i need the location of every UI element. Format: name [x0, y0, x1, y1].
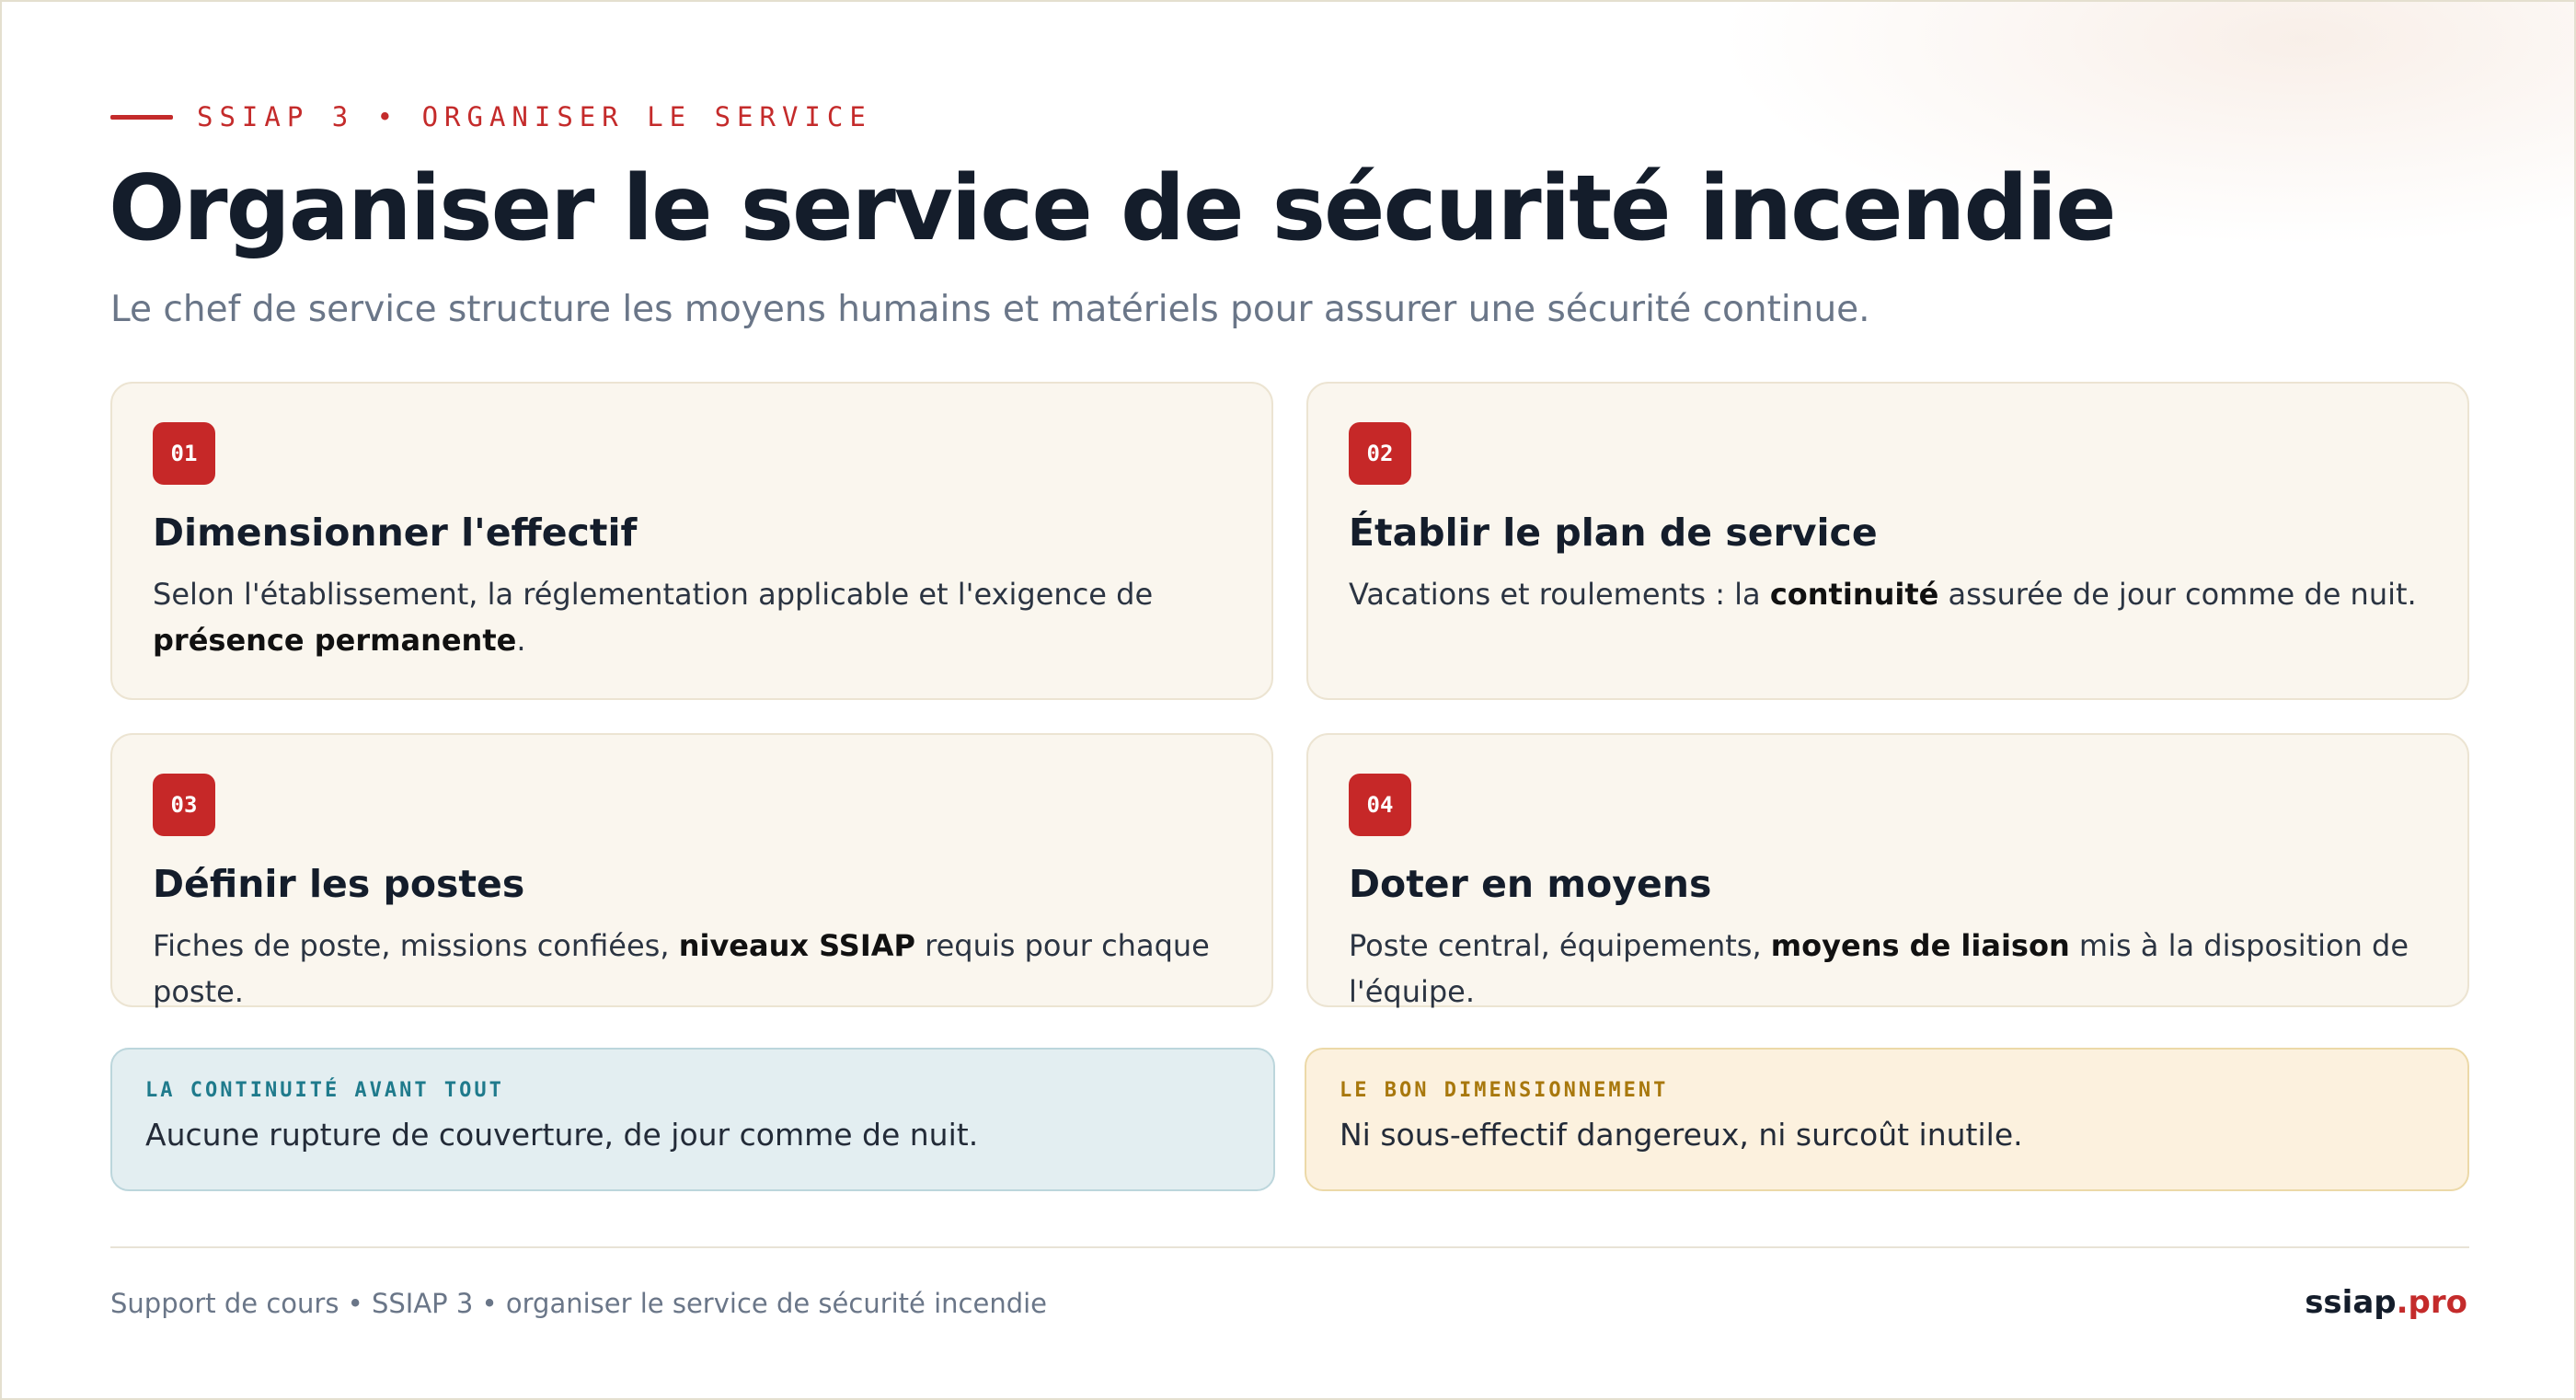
footer-divider [110, 1246, 2469, 1248]
note-label: LA CONTINUITÉ AVANT TOUT [145, 1079, 504, 1102]
card-title: Établir le plan de service [1349, 511, 1878, 555]
card-text-emphasis: continuité [1769, 577, 1939, 612]
card-doter-moyens [1306, 733, 2469, 1007]
card-text: Vacations et roulements : la continuité assurée de jour comme de nuit. [1349, 577, 2417, 612]
card-text: Selon l'établissement, la réglementation applicable et l'exigence de présence permanente. [153, 577, 1154, 658]
card-text: Fiches de poste, missions confiées, niveaux SSIAP requis pour chaque poste. [153, 928, 1210, 1009]
note-text: Ni sous-effectif dangereux, ni surcoût inutile. [1340, 1117, 2023, 1153]
card-text-emphasis: niveaux SSIAP [678, 928, 915, 963]
note-text: Aucune rupture de couverture, de jour comme de nuit. [145, 1117, 979, 1153]
card-definir-postes [110, 733, 1273, 1007]
card-title: Dimensionner l'effectif [153, 511, 638, 555]
page-title: Organiser le service de sécurité incendie [109, 156, 2115, 261]
card-title: Définir les postes [153, 862, 525, 906]
note-dimensionnement [1305, 1048, 2469, 1191]
card-number-badge: 04 [1349, 774, 1411, 836]
card-text: Poste central, équipements, moyens de liaison mis à la disposition de l'équipe. [1349, 928, 2409, 1009]
card-number-badge: 03 [153, 774, 215, 836]
note-continuite [110, 1048, 1275, 1191]
brand-logo [2305, 1284, 2467, 1321]
card-plan-de-service [1306, 382, 2469, 700]
card-text-emphasis: moyens de liaison [1770, 928, 2070, 963]
card-number-badge: 02 [1349, 422, 1411, 485]
brand-logo-main: ssiap [2305, 1284, 2397, 1321]
eyebrow-accent-line [110, 115, 173, 120]
footer-caption: Support de cours • SSIAP 3 • organiser le service de sécurité incendie [110, 1288, 1048, 1319]
eyebrow [110, 101, 872, 132]
card-dimensionner-effectif [110, 382, 1273, 700]
eyebrow-text: SSIAP 3 • ORGANISER LE SERVICE [197, 101, 872, 132]
card-title: Doter en moyens [1349, 862, 1712, 906]
note-label: LE BON DIMENSIONNEMENT [1340, 1079, 1669, 1102]
brand-logo-suffix: .pro [2396, 1284, 2467, 1321]
card-number-badge: 01 [153, 422, 215, 485]
page-subtitle: Le chef de service structure les moyens humains et matériels pour assurer une sécurité continue. [110, 289, 1870, 330]
card-text-emphasis: présence permanente [153, 623, 517, 658]
